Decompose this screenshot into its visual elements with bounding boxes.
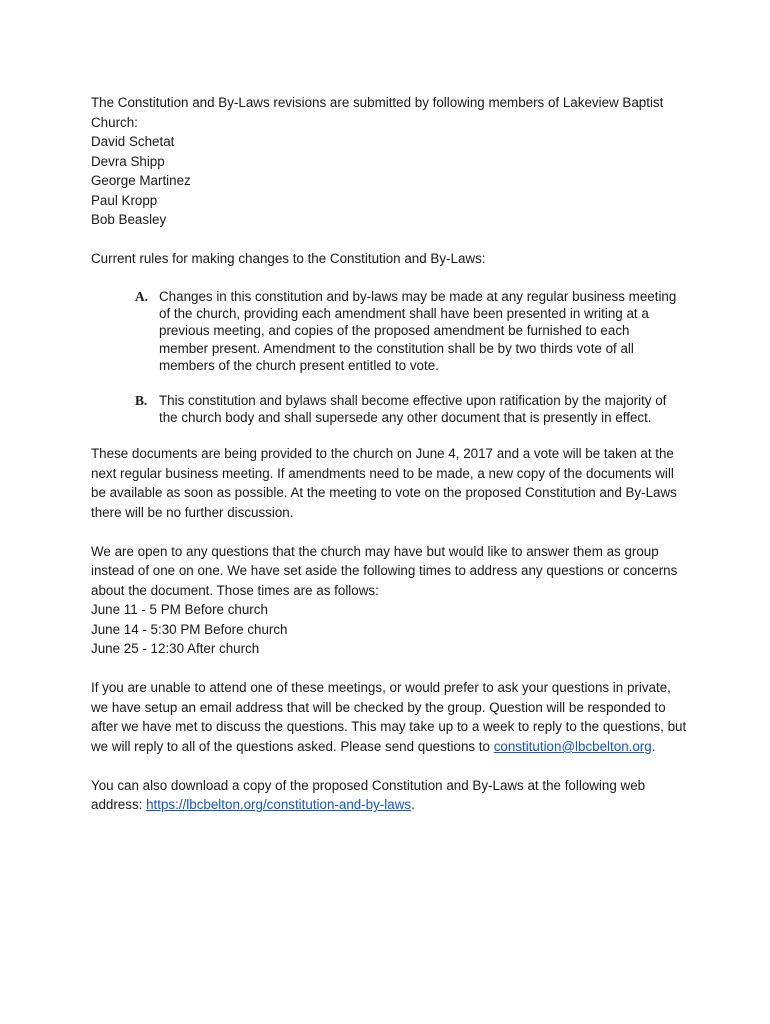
- meeting-times-list: [91, 600, 691, 659]
- email-link[interactable]: constitution@lbcbelton.org: [493, 738, 652, 754]
- member-name: Paul Kropp: [91, 192, 158, 208]
- rules-list: [91, 288, 691, 427]
- questions-paragraph: We are open to any questions that the church may have but would like to answer them as group instead of one on one. We have set aside the following times to address any questions or concerns about the document. Those times are as follows:: [91, 543, 678, 598]
- meeting-time: June 14 - 5:30 PM Before church: [91, 621, 288, 637]
- meeting-time: June 25 - 12:30 After church: [91, 641, 260, 657]
- rule-text: This constitution and bylaws shall become effective upon ratification by the majority of the church body and shall supersede any other document that is presently in effect.: [159, 392, 667, 425]
- document-page: [91, 93, 691, 815]
- member-name: David Schetat: [91, 134, 175, 149]
- member-name: George Martinez: [91, 173, 191, 188]
- meeting-time: June 11 - 5 PM Before church: [91, 602, 268, 618]
- email-paragraph-end: .: [651, 738, 656, 754]
- download-link[interactable]: https://lbcbelton.org/constitution-and-by-laws: [146, 797, 412, 813]
- email-paragraph-text: If you are unable to attend one of these meetings, or would prefer to ask your questions in private, we have setup an email address that will be checked by the group. Question will be responded to after we have met to discuss the questions. This may take up to a week to reply to the questions, but we will reply to all of the questions asked. Please send questions to: [91, 680, 687, 754]
- member-list: [91, 132, 691, 230]
- download-paragraph-end: .: [411, 797, 415, 813]
- rule-marker: A.: [135, 288, 149, 304]
- documents-paragraph: These documents are being provided to the church on June 4, 2017 and a vote will be taken at the next regular business meeting. If amendments need to be made, a new copy of the documents will be available as soon as possible. At the meeting to vote on the proposed Constitution and By-Laws there will be no further discussion.: [91, 446, 677, 520]
- download-paragraph: [91, 776, 691, 815]
- member-name: Bob Beasley: [91, 212, 167, 227]
- intro-paragraph: The Constitution and By-Laws revisions are submitted by following members of Lakeview Baptist Church:: [91, 95, 664, 130]
- download-paragraph-text: You can also download a copy of the proposed Constitution and By-Laws at the following web address:: [91, 777, 646, 813]
- member-name: Devra Shipp: [91, 153, 165, 169]
- rule-marker: B.: [135, 392, 148, 408]
- rule-item: [91, 288, 679, 375]
- email-paragraph: [91, 678, 691, 756]
- rule-text: Changes in this constitution and by-laws may be made at any regular business meeting of the church, providing each amendment shall have been presented in writing at a previous meeting, and copies of the proposed amendment be furnished to each member present. Amendment to the constitution shall be by two thirds vote of all members of the church present entitled to vote.: [159, 288, 677, 374]
- rule-item: [91, 392, 679, 427]
- rules-heading: Current rules for making changes to the Constitution and By-Laws:: [91, 251, 486, 266]
